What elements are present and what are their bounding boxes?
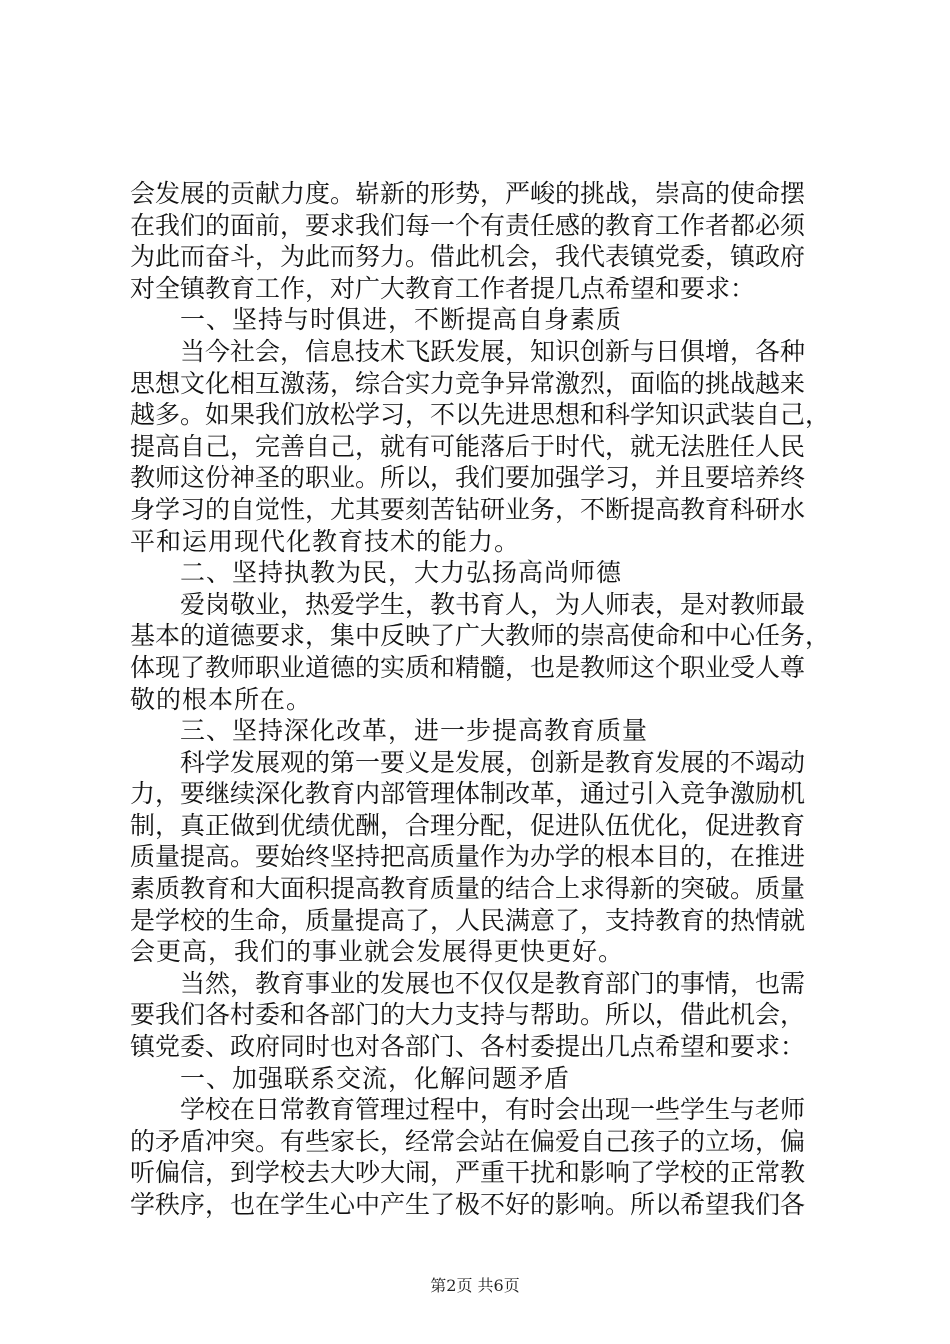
paragraph-line: 为此而奋斗，为此而努力。借此机会，我代表镇党委，镇政府 xyxy=(130,242,806,272)
paragraph-line: 在我们的面前，要求我们每一个有责任感的教育工作者都必须 xyxy=(130,210,806,240)
paragraph-line: 教师这份神圣的职业。所以，我们要加强学习，并且要培养终 xyxy=(130,463,806,493)
paragraph-line: 学秩序，也在学生心中产生了极不好的影响。所以希望我们各 xyxy=(130,1190,806,1219)
paragraph-line: 力，要继续深化教育内部管理体制改革，通过引入竞争激励机 xyxy=(130,779,806,809)
paragraph-line: 越多。如果我们放松学习，不以先进思想和科学知识武装自己， xyxy=(130,400,831,430)
paragraph-line: 提高自己，完善自己，就有可能落后于时代，就无法胜任人民 xyxy=(130,431,806,461)
paragraph-line: 质量提高。要始终坚持把高质量作为办学的根本目的，在推进 xyxy=(130,842,806,872)
paragraph-line-indented: 当然，教育事业的发展也不仅仅是教育部门的事情，也需 xyxy=(180,968,806,998)
document-body xyxy=(130,178,830,1221)
paragraph-line: 镇党委、政府同时也对各部门、各村委提出几点希望和要求： xyxy=(130,1032,806,1062)
paragraph-line: 要我们各村委和各部门的大力支持与帮助。所以，借此机会， xyxy=(130,1000,806,1030)
paragraph-line: 基本的道德要求，集中反映了广大教师的崇高使命和中心任务， xyxy=(130,621,831,651)
paragraph-line-indented: 爱岗敬业，热爱学生，教书育人，为人师表，是对教师最 xyxy=(180,589,806,619)
paragraph-line: 听偏信，到学校去大吵大闹，严重干扰和影响了学校的正常教 xyxy=(130,1158,806,1188)
paragraph-line: 平和运用现代化教育技术的能力。 xyxy=(130,526,521,556)
paragraph-line: 会更高，我们的事业就会发展得更快更好。 xyxy=(130,937,625,967)
paragraph-line-indented: 学校在日常教育管理过程中，有时会出现一些学生与老师 xyxy=(180,1095,806,1125)
paragraph-line-indented: 科学发展观的第一要义是发展，创新是教育发展的不竭动 xyxy=(180,747,806,777)
paragraph-line: 素质教育和大面积提高教育质量的结合上求得新的突破。质量 xyxy=(130,874,806,904)
paragraph-line: 会发展的贡献力度。崭新的形势，严峻的挑战，崇高的使命摆 xyxy=(130,179,806,208)
paragraph-line-indented: 三、坚持深化改革，进一步提高教育质量 xyxy=(180,716,649,746)
paragraph-line: 对全镇教育工作，对广大教育工作者提几点希望和要求： xyxy=(130,273,756,303)
paragraph-line-indented: 一、加强联系交流，化解问题矛盾 xyxy=(180,1063,571,1093)
paragraph-line: 思想文化相互激荡，综合实力竞争异常激烈，面临的挑战越来 xyxy=(130,368,806,398)
paragraph-line: 的矛盾冲突。有些家长，经常会站在偏爱自己孩子的立场，偏 xyxy=(130,1126,806,1156)
paragraph-line: 身学习的自觉性，尤其要刻苦钻研业务，不断提高教育科研水 xyxy=(130,494,806,524)
paragraph-line-indented: 一、坚持与时俱进，不断提高自身素质 xyxy=(180,305,623,335)
paragraph-line: 体现了教师职业道德的实质和精髓，也是教师这个职业受人尊 xyxy=(130,652,806,682)
paragraph-line: 是学校的生命，质量提高了，人民满意了，支持教育的热情就 xyxy=(130,905,806,935)
paragraph-line-indented: 当今社会，信息技术飞跃发展，知识创新与日俱增，各种 xyxy=(180,336,806,366)
paragraph-line: 敬的根本所在。 xyxy=(130,684,313,714)
paragraph-line: 制，真正做到优绩优酬，合理分配，促进队伍优化，促进教育 xyxy=(130,810,806,840)
page-footer: 第2页 共6页 xyxy=(430,1276,520,1295)
paragraph-line-indented: 二、坚持执教为民，大力弘扬高尚师德 xyxy=(180,558,623,588)
